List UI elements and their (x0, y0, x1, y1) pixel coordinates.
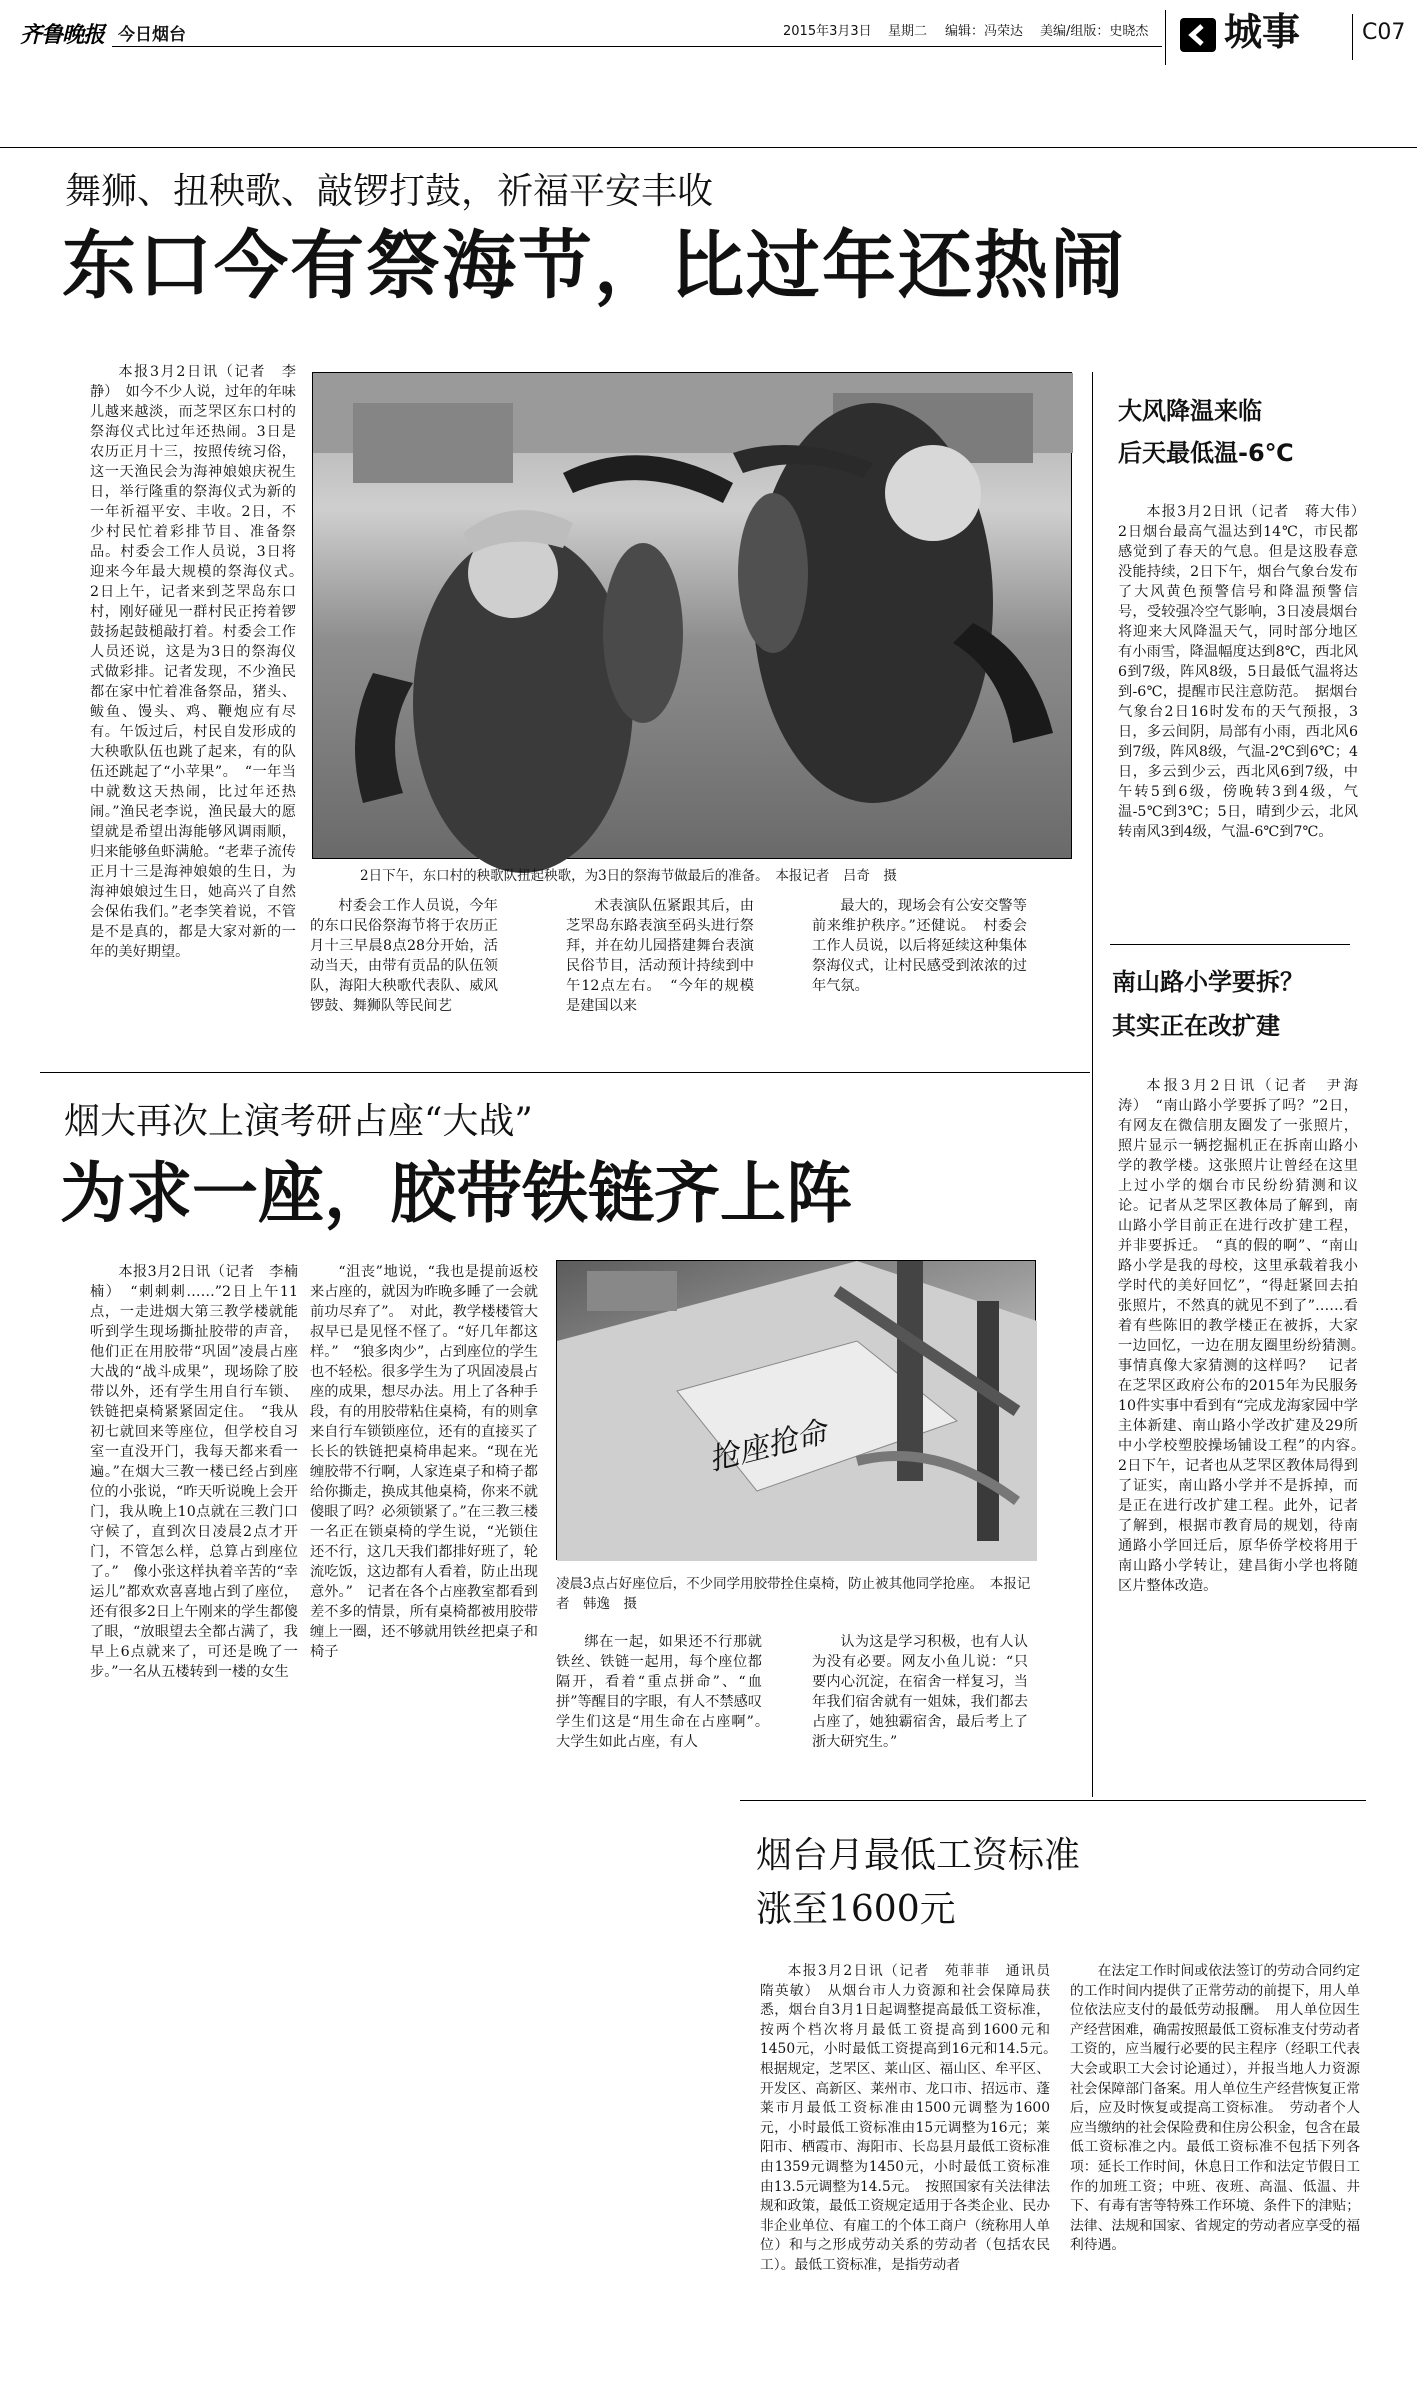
story1-column-1 (90, 362, 311, 1062)
wage-headline-2: 涨至1600元 (756, 1889, 956, 1930)
story1-column-4 (812, 896, 1027, 1056)
story1-col3-text: 术表演队伍紧跟其后，由芝罘岛东路表演至码头进行祭拜，并在幼儿园搭建舞台表演民俗节目，活动预计持续到中午12点左右。 “今年的规模是建国以来 (566, 898, 754, 1014)
story2-headline: 为求一座，胶带铁链齐上阵 (60, 1154, 852, 1232)
section-divider (1165, 10, 1166, 65)
school-text: 本报3月2日讯（记者 尹海涛） “南山路小学要拆了吗？”2日，有网友在微信朋友圈发了一张照片，照片显示一辆挖掘机正在拆南山路小学的教学楼。这张照片让曾经在这里上过小学的烟台市民纷纷猜测和议论。记者从芝罘区教体局了解到，南山路小学目前正在进行改扩建工程，并非要拆迁。 “真的假的啊”、“南山路小学是我的母校，这里承载着我小学时代的美好回忆”，“得赶紧回去拍张照片，不然真的就见不到了”……看着有些陈旧的教学楼正在被拆，大家一边回忆，一边在朋友圈里纷纷猜测。 事情真像大家猜测的这样吗？ 记者在芝罘区政府公布的2015年为民服务10件实事中看到有“完成龙海家园中学主体新建、南山路小学改扩建及29所中小学校塑胶操场铺设工程”的内容。 2日下午，记者也从芝罘区教体局得到了证实，南山路小学并不是拆掉，而是正在进行改扩建工程。此外，记者了解到，根据市教育局的规划，待南通路小学回迁后，原华侨学校将用于南山路小学转让，建昌街小学也将随区片整体改造。 (1118, 1078, 1373, 1594)
masthead-underline (112, 46, 1162, 47)
weather-text: 本报3月2日讯（记者 蒋大伟） 2日烟台最高气温达到14℃，市民都感觉到了春天的气息。但是这股春意没能持续，2日下午，烟台气象台发布了大风黄色预警信号和降温预警信号，受较强冷空气影响，3日凌晨烟台将迎来大风降温天气，同时部分地区有小雨雪，降温幅度达到8℃，西北风6到7级，阵风8级，5日最低气温将达到-6℃，提醒市民注意防范。 据烟台气象台2日16时发布的天气预报，3日，多云间阴，局部有小雨，西北风6到7级，阵风8级，气温-2℃到6℃；4日，多云到少云，西北风6到7级，中午转5到6级，傍晚转3到4级，气温-5℃到3℃；5日，晴到少云，北风转南风3到4级，气温-6℃到7℃。 (1118, 504, 1373, 840)
masthead-bottom-rule (0, 147, 1417, 148)
story1-bottom-rule (40, 1072, 1090, 1073)
school-headline-2: 其实正在改扩建 (1112, 1012, 1280, 1040)
section-title: 城事 (1224, 10, 1301, 54)
wage-column-2 (1070, 1962, 1360, 2374)
weather-body (1118, 502, 1373, 902)
story2-col1-text: 本报3月2日讯（记者 李楠楠） “刺刺刺……”2日上午11点，一走进烟大第三教学楼就能听到学生现场撕扯胶带的声音，他们正在用胶带“巩固”凌晨占座大战的“战斗成果”，现场除了胶带以外，还有学生用自行车锁、铁链把桌椅紧紧固定住。 “我从初七就回来等座位，但学校自习室一直没开门，我每天都来看一遍。”在烟大三教一楼已经占到座位的小张说，“昨天听说晚上会开门，我从晚上10点就在三教门口守候了，直到次日凌晨2点才开门，不管怎么样，总算占到座位了。” 像小张这样执着辛苦的“幸运儿”都欢欢喜喜地占到了座位，还有很多2日上午刚来的学生都傻了眼，“放眼望去全都占满了，我早上6点就来了，可还是晚了一步。”一名从五楼转到一楼的女生 (90, 1264, 298, 1680)
story1-headline: 东口今有祭海节，比过年还热闹 (62, 223, 1126, 309)
section-arrow-icon (1180, 18, 1216, 52)
desk-note-handwriting: 抢座抢命 (705, 1414, 831, 1478)
story2-photo (556, 1260, 1036, 1560)
weekday: 星期二 (888, 24, 928, 39)
issue-date: 2015年3月3日 (783, 24, 872, 39)
weather-headline-1: 大风降温来临 (1118, 397, 1262, 425)
story2-kicker: 烟大再次上演考研占座“大战” (64, 1101, 533, 1142)
school-body (1118, 1076, 1373, 1796)
story1-column-2 (310, 896, 498, 1056)
story2-col3-text: 绑在一起，如果还不行那就铁丝、铁链一起用，每个座位都隔开，看着“重点拼命”、“血拼”等醒目的字眼，有人不禁感叹学生们这是“用生命在占座啊”。 大学生如此占座，有人 (556, 1634, 777, 1750)
school-headline-1: 南山路小学要拆？ (1112, 968, 1304, 996)
wage-headline-1: 烟台月最低工资标准 (756, 1835, 1081, 1876)
story1-kicker: 舞狮、扭秧歌、敲锣打鼓，祈福平安丰收 (65, 171, 714, 212)
story1-photo (312, 372, 1072, 859)
paper-logo: 齐鲁晚报 (20, 22, 105, 48)
story2-column-4 (812, 1632, 1028, 1782)
story2-bottom-rule (740, 1800, 1366, 1801)
right-column-divider (1092, 372, 1093, 1797)
story2-column-1 (90, 1262, 298, 1782)
story2-col4-text: 认为这是学习积极，也有人认为没有必要。网友小鱼儿说：“只要内心沉淀，在宿舍一样复习，当年我们宿舍就有一姐妹，我们都去占座了，她独霸宿舍，最后考上了浙大研究生。” (812, 1634, 1028, 1750)
story1-column-3 (566, 896, 754, 1056)
page-number: C07 (1362, 20, 1406, 45)
story1-col4-text: 最大的，现场会有公安交警等前来维护秩序。”还健说。 村委会工作人员说，以后将延续这种集体祭海仪式，让村民感受到浓浓的过年气氛。 (812, 898, 1027, 994)
story1-col1-text: 本报3月2日讯（记者 李静） 如今不少人说，过年的年味儿越来越淡，而芝罘区东口村的祭海仪式比过年还热闹。3日是农历正月十三，按照传统习俗，这一天渔民会为海神娘娘庆祝生日，举行隆重的祭海仪式为新的一年祈福平安、丰收。2日，不少村民忙着彩排节目、准备祭品。村委会工作人员说，3日将迎来今年最大规模的祭海仪式。 2日上午，记者来到芝罘岛东口村，刚好碰见一群村民正挎着锣鼓扬起鼓槌敲打着。村委会工作人员还说，这是为3日的祭海仪式做彩排。记者发现，不少渔民都在家中忙着准备祭品，猪头、鲅鱼、馒头、鸡、鞭炮应有尽有。午饭过后，村民自发形成的大秧歌队伍也跳了起来，有的队伍还跳起了“小苹果”。 “一年当中就数这天热闹，比过年还热闹。”渔民老李说，渔民最大的愿望就是希望出海能够风调雨顺，归来能够鱼虾满舱。“老辈子流传正月十三是海神娘娘的生日，为海神娘娘过生日，她高兴了自然会保佑我们。”老李笑着说，不管是不是真的，都是大家对新的一年的美好期望。 (90, 364, 311, 960)
wage-col2-text: 在法定工作时间或依法签订的劳动合同约定的工作时间内提供了正常劳动的前提下，用人单位依法应支付的最低劳动报酬。 用人单位因生产经营困难，确需按照最低工资标准支付劳动者工资的，应当履行必要的民主程序（经职工代表大会或职工大会讨论通过），并报当地人力资源社会保障部门备案。用人单位生产经营恢复正常后，应及时恢复或提高工资标准。 劳动者个人应当缴纳的社会保险费和住房公积金，包含在最低工资标准之内。最低工资标准不包括下列各项：延长工作时间，休息日工作和法定节假日工作的加班工资；中班、夜班、高温、低温、井下、有毒有害等特殊工作环境、条件下的津贴；法律、法规和国家、省规定的劳动者应享受的福利待遇。 (1070, 1963, 1360, 2254)
weather-headline-2: 后天最低温-6℃ (1118, 439, 1294, 467)
weather-bottom-rule (1110, 944, 1350, 945)
story1-photo-caption: 2日下午，东口村的秧歌队扭起秧歌，为3日的祭海节做最后的准备。 本报记者 吕奇 摄 (360, 868, 897, 884)
story2-col2-text: “沮丧”地说，“我也是提前返校来占座的，就因为昨晚多睡了一会就前功尽弃了”。 对此，教学楼楼管大叔早已是见怪不怪了。“好几年都这样。” “狼多肉少”，占到座位的学生也不轻松。很多学生为了巩固凌晨占座的成果，想尽办法。用上了各种手段，有的用胶带粘住桌椅，有的则拿来自行车锁锁座位，还有的直接买了长长的铁链把桌椅串起来。“现在光缠胶带不行啊，人家连桌子和椅子都给你撕走，换成其他桌椅，你来不就傻眼了吗？必须锁紧了。”在三教三楼一名正在锁桌椅的学生说，“光锁住还不行，这几天我们都排好班了，轮流吃饭，这边都有人看着，防止出现意外。” 记者在各个占座教室都看到差不多的情景，所有桌椅都被用胶带缠上一圈，还不够就用铁丝把桌子和椅子 (310, 1264, 538, 1660)
designer-credit: 美编/组版：史晓杰 (1040, 24, 1149, 39)
taped-desk-illustration (557, 1261, 1037, 1561)
story2-column-3 (556, 1632, 777, 1782)
story1-col2-text: 村委会工作人员说，今年的东口民俗祭海节将于农历正月十三早晨8点28分开始，活动当天，由带有贡品的队伍领队，海阳大秧歌代表队、威风锣鼓、舞狮队等民间艺 (310, 898, 498, 1014)
story2-column-2 (310, 1262, 538, 1782)
masthead (0, 0, 1417, 80)
editor-credit: 编辑：冯荣达 (945, 24, 1024, 39)
edition-label: 今日烟台 (118, 25, 186, 45)
story2-photo-caption: 凌晨3点占好座位后，不少同学用胶带拴住桌椅，防止被其他同学抢座。 本报记者 韩逸 摄 (556, 1576, 1031, 1612)
wage-column-1 (760, 1962, 1064, 2374)
wage-col1-text: 本报3月2日讯（记者 苑菲菲 通讯员 隋英敏） 从烟台市人力资源和社会保障局获悉，烟台自3月1日起调整提高最低工资标准，按两个档次将月最低工资提高到1600元和1450元，小时最低工资提高到16元和14.5元。 根据规定，芝罘区、莱山区、福山区、牟平区、开发区、高新区、莱州市、龙口市、招远市、蓬莱市月最低工资标准由1500元调整为1600元，小时最低工资标准由15元调整为16元；莱阳市、栖霞市、海阳市、长岛县月最低工资标准由1359元调整为1450元，小时最低工资标准由13.5元调整为14.5元。 按照国家有关法律法规和政策，最低工资规定适用于各类企业、民办非企业单位、有雇工的个体工商户（统称用人单位）和与之形成劳动关系的劳动者（包括农民工）。最低工资标准，是指劳动者 (760, 1963, 1064, 2273)
dancers-illustration (313, 373, 1073, 860)
page-no-divider (1352, 14, 1353, 60)
